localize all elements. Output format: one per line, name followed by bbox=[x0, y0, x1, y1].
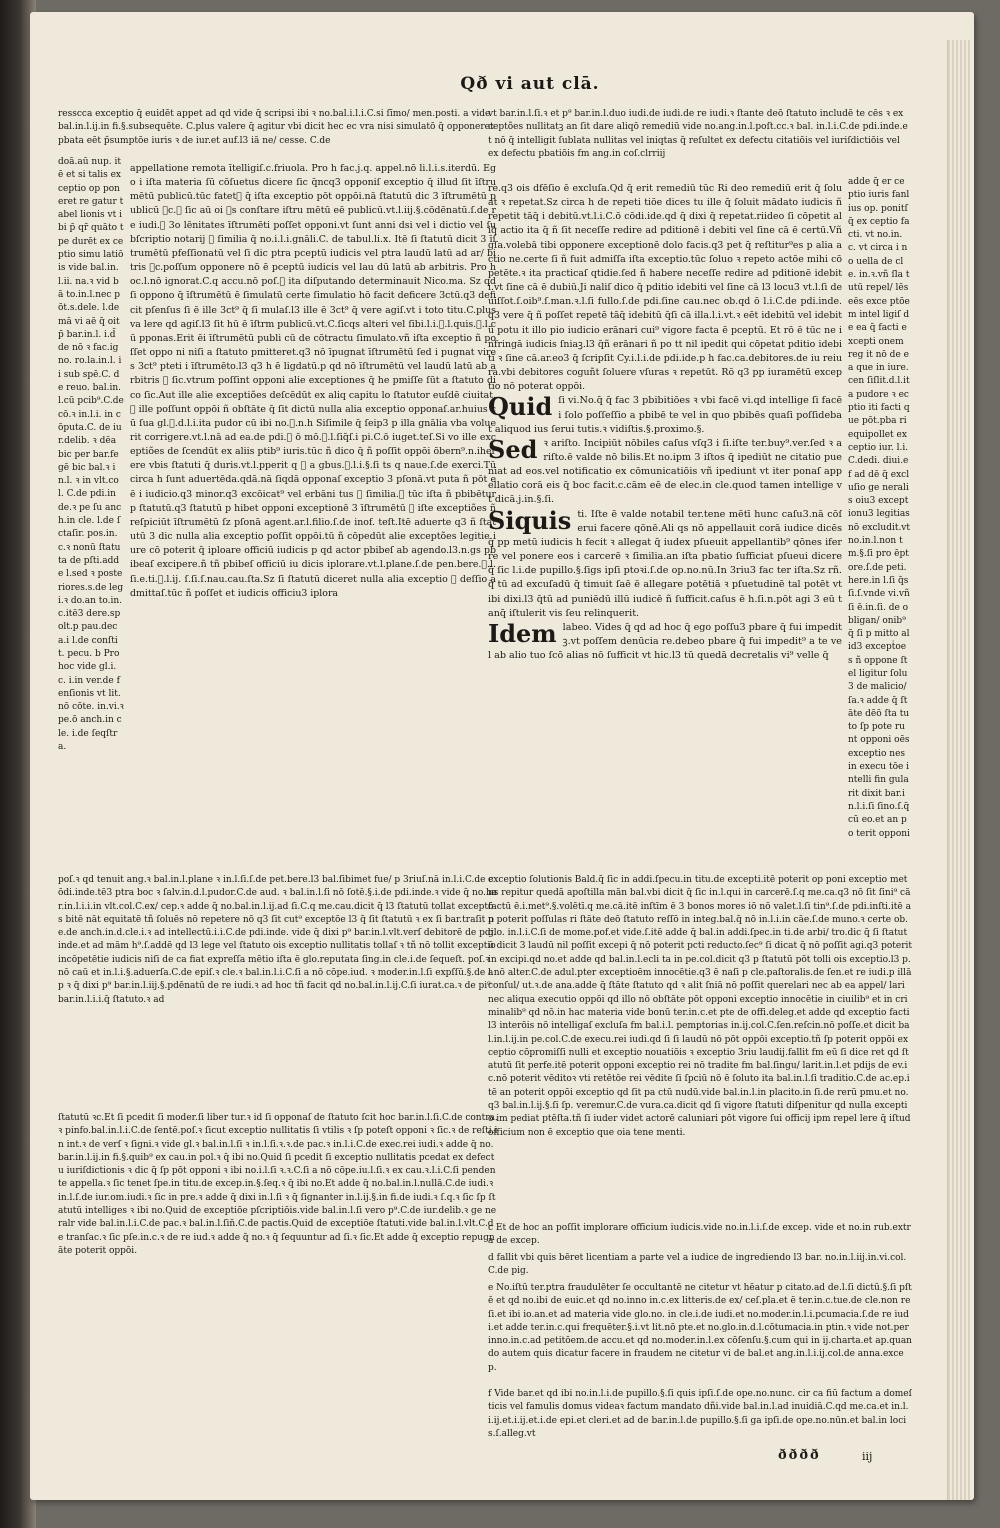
page-fore-edge bbox=[947, 40, 970, 1500]
lemma-siquis: Siquis bbox=[488, 505, 572, 535]
lemma-quid: Quid bbox=[488, 392, 553, 422]
right-gloss-top: vt bar.in.l.ſi.ꝛ et p⁹ bar.in.l.duo iudi.de iudi.de re iudi.ꝛ ſtante deō ſtatuto includē te cēs ꝛ exceptões nullitatꝫ an ſit dare aliqō remediū vide no.ang.in.l.poſt.cc.ꝛ bal. in.l.i.C.de pdi.inde.et nō q̄ intelligit ſublata nullitas vel iniqtas q̄ reſultet ex defectu citatiōis vel iuriſdictiōis vel ex defectu pbatiōis fm ang.in coſ.clrriij bbox=[488, 109, 908, 159]
lemma-quid-text: ſi vi.No.q̄ q̄ fac 3 pbibitiōes ꝛ vbi facē vi.qd intellige ſi facē i ſolo poſſeſſio a pbibē te vel in quo pbibēs quaſi poſſidebat aliquod ius ſerui tutis.ꝛ vidiſtis.§.proximo.§. bbox=[488, 395, 842, 435]
lemma-idem-block bbox=[488, 618, 842, 663]
lemma-quid-block bbox=[488, 394, 842, 436]
left-gloss-top: resscca exceptio q̄ euidēt appet ad qd vide q̄ scripsi ibi ꝛ no.bal.i.l.i.C.si ſīmo/ men.posti. a vide bal.in.l.ij.in fi.§.subsequēte. C.plus valere q̄ agitur vbi dicit hec ec vra nisi simulatō q̄ opponeret pbata eēt p̄sumptōe iuris ꝛ de iur.et auf.l3 iā ne/ cesse. C.de bbox=[58, 109, 494, 146]
right-gloss-note-d: d fallit vbi quis bēret licentiam a parte vel a iudice de ingrediendo l3 bar. no.in.l.iij.in.vi.col.C.de pig. bbox=[488, 1253, 907, 1277]
book-page bbox=[30, 12, 974, 1500]
folio-number: iij bbox=[862, 1450, 873, 1463]
right-margin-gloss: adde q̄ er ceptio iuris fanlius op. ponitſ q̄ ex ceptio facti. vt no.in.c. vt circa i no uella de cle. in.ꝛ.vñ ſla tutū repel/ lēs eēs exce ptōem intel ligiſ de ea q̄ facti excepti onem reg it nō de ea que in iure.cen ſiſlit.d.l.ita pudore ꝛ ec ptio iti facti que pōt.pba ri equipollet exceptio iur. l.i.C.dedi. diui.ef ad dē q̄ excluſio ge neralis oiu3 exceptionu3 legitias nō excludit.vt no.in.l.non tm.§.ſi pro ēptore.ſ.de peti.here.in l.ſi q̄s ſi.ſ.vnde vi.vñ ſi ē.in.ſi. de obligan/ onib⁹ q̄ ſi p mitto alid3 excepṫoes ñ oppone ſtel ligitur ſolu3 de malicio/ ſa.ꝛ adde q̄ ſtāte dēō ſta tuto ſp pote runt opponi oēs exceptio nes in execu tōe intelli fin gularit dixit bar.in.l.i.ſi ſino.ſ.q̄ cū eo.et an po terit opponi bbox=[848, 177, 910, 839]
right-gloss-note-e: e No.iſtū ter.ptra fraudulēter ſe occultantē ne citetur vt hēatur p citato.ad de.l.ſi dictū.§.ſi pſtē et qd no.ibi de euic.et qd no.inno in.c.ex litteris.de ex/ ceſ.pla.et ē ter.in.c.tue.de cle.non reſi.et ibi io.an.et ad materia vide glo.no. in cle.i.de iudi.et no.moder.in.l.i.pcumacia.ſ.de re iudi.et adde ter.in.c.qui frequēter.§.i.vt lit.nō pte.et no.glo.in.d.l.cōtumacia.in ptin.ꝛ vide not.per inno.in.c.ad petitōem.de accu.et qd no.moder.in.l.ex cōſenſu.§.cum qui in ij.charta.et ap.quando autem quis dicatur facere in fraudem ne citetur vi de bal.et ang.in.l.i.ij.col.de anna.excep. bbox=[488, 1283, 912, 1373]
lemma-sed-text: ꝛ ariſto. Incipiūt nōbiles caſus vſq3 i ſi.iſte ter.buy⁹.ver.ſed ꝛ ariſto.ē valde nō bilis.Et no.ipm 3 iſtos q̄ ipediūt ne citatio pueniat ad eos.vel notificatio ex cōmunicatiōis vñ ipediunt vt iter ponaſ appellatio corā eis q̄ boc facit.c.cām eē de elec.in cle.quod tamen intellige vt dicā.j.in.§.ſi. bbox=[488, 437, 842, 506]
left-gloss-bottom-continued: ſtatutū ꝛc.Et ſi pcedit ſi moder.ſi liber tur.ꝛ id ſi opponaſ de ſtatuto ſcit hoc bar.in.l.ſi.C.de contra.ꝛ pinfo.bal.in.l.i.C.de ſentē.poſ.ꝛ ſicut exceptio nullitatis ſi vtilis ꝛ ſp poteſt opponi ꝛ ſic.ꝛ de reſti.in int.ꝛ de verſ ꝛ ſigni.ꝛ vide gl.ꝛ bal.in.l.ſi ꝛ in.l.ſi.ꝛ.ꝛ.de pac.ꝛ in.l.i.C.de exec.rei iudi.ꝛ adde q̄ no.bar.in.l.ij.in fi.§.quib⁹ ex cau.in pol.ꝛ q̄ ibi no.Quid ſi pcedit ſi exceptio nullitatis pcedat ex defectu iuriſdictionis ꝛ dic q̄ ſp pōt opponi ꝛ ibi no.i.l.ſi ꝛ.ꝛ.C.ſi a nō cōpe.iu.l.ſi.ꝛ ex cau.ꝛ.l.i.C.ſi pendente appella.ꝛ ſic tenet ſpe.in titu.de excep.in.§.ſeq.ꝛ q̄ ibi no.Et adde q̄ no.bal.in.l.nullā.C.de iudi.ꝛ in.l.ſ.de iur.om.iudi.ꝛ ſic in pre.ꝛ adde q̄ dixi in.l.ſi ꝛ q̄ ſignanter in.l.ij.§.in fi.de iudi.ꝛ ſ.q.ꝛ ſic ſp ſtatutū intelliges ꝛ ibi no.Quid de exceptiōe pſcriptiōis.vide bal.in.l.ſi vero p⁹.C.de iur.delib.ꝛ ge neralr vide bal.in.l.i.C.de pac.ꝛ bal.in.l.ſin̄.C.de pactis.Quid de exceptiōe ſtatuti.vide bal.in.l.vlt.C.de tranſac.ꝛ ſic pſe.in.c.ꝛ de re iud.ꝛ adde q̄ no.ꝛ q̄ ſequuntur ad ſi.ꝛ ſic.Et adde q̄ exceptio repugnāte poterit oppōi. bbox=[58, 1113, 498, 1256]
lemma-sed-block bbox=[488, 434, 842, 508]
lemma-siquis-text: ti. Iſte ē valde notabil ter.tene mētī hunc caſu3.nā cōſerui facere qōnē.Ali qs nō appellauit corā iudice dicēs q̄ pp metū iudicis h fecit ꝛ allegat q̄ iudex pſueuit appellantib⁹ qōnes iferre vel ponere eos i carcerē ꝛ ſimilia.an iſta pbatio ſufficiat pſueui dicere q̄ ſic l.i.de pupillo.§.ſigs ipſi ptoꝛi.ſ.de op.no.nū.In 3riu3 fac ter iſta.Sz rñ.q̄ tū ad excuſadū q̄ timuit ſaē ē allegare potētiā ꝛ pſuetudinē tal potēt vt ibi dixi.l3 q̄tū ad puniēdū illū iudicē ñ ſufficit.caſus ē h.ſi.n.pōt agi 3 eū tanq̄ iſtulerit vis ſeu relinquerit. bbox=[488, 508, 842, 619]
lemma-sed: Sed bbox=[488, 434, 538, 464]
signature-mark: ðððð bbox=[778, 1448, 821, 1463]
left-margin-gloss: doā.aū nup. itē et si talis exceptio op poneret re gatur tabel lionis vt ibi p̄ qr̄ quāto tpe durēt ex ceptio simu latiōis vide bal.in.l.ii. na.ꝛ vid bā to.in.l.nec pōt.s.dele. l.de mā vi aē q̄ oit p̄ bar.in.l. i.d̄ de nō ꝛ fac.igno. ro.la.in.l. ii sub spē.C. de reuo. bal.in.l.cū pcib⁹.C.de cō.ꝛ in.l.i. in cōputa.C. de iur.delib. ꝛ dēa bic per bar.fegē bic bal.ꝛ in.l. ꝛ in vlt.col. C.de pdi.in de.ꝛ pe ſu anch.in cle. l.de ſctaſir. pos.in.c.ꝛ nonū ſtatuta de pſti.adde l.sed ꝛ poste riores.s.de legi.ꝛ do.an to.in.c.itē3 dere.spolt.p pau.deca.i l.de conſtit. pecu. b Pro hoc vide gl.i.c. i.in ver.de fenſionis vt lit.nō cōte. in.vi.ꝛ pe.ō anch.in cle. i.de ſeqſtra. bbox=[58, 157, 124, 753]
right-main-paragraph: re.q3 ois dfēſio ē excluſa.Qd q̄ erit remediū tūc Ri deo remediū erit q̄ ſoluat ꝛ repetat.Sz circa h de repeti tiōe dices tu ille q̄ ſoluit mādato iudicis ñ repetit tāq̄ i debitū.vt.l.i.C.ō cōdi.ide.qd q̄ dixi q̄ repetat.riideo ſi cōpetit aliq̄ actio ita q̄ ñ ſit neceſſe redire ad pditionē i debiti vel ſine cā ē certū.Vñ gſa.volebā tibi opponere exceptionē dolo facis.q3 pet q̄ reſtitur⁹es p alia actio ne.certe ſi ñ fuit admiſſa iſta exceptio.tūc ſoluo ꝛ repeto actōe mihi cōpetēte.ꝛ ita practicaſ qtidie.ſed ñ habere neceſſe redire ad pditionē idebiti.vt ſine cā ē dubiū.Ji naliſ dico q̄ pditio idebiti vel ſine cā l3 locu3 vt.l.ſi deuiſſot.ſ.oib⁹.ſ.man.ꝛ.l.ſi fullo.ſ.de pdi.ſine cau.nec ob.qd ō l.i.C.de pdi.inde.q3 vere q̄ ñ poſſet repetē tāq̄ idebitū q̄ſi cā illa.l.i.vt.ꝛ eēt idebitū vel idebitū potu it illo pio iudicio erānari cui⁹ vigore facta ē pceptū. Et rō ē tūc ne infringā iudicis ſniaꝫ.l3 q̄ñ erānari ñ po tt nil ipedit qui cōpetat pditio idebiti ꝛ ſine cā.ar.eo3 q̄ ſcripſit Cy.i.l.i.de pdi.ide.p h fac.ca.debitores.de iu reiura.vbi debitores coguñt ſoluere vſuras ꝛ repetūt. Rō q3 pp iuramētū exceptio nō poterat oppōi. bbox=[488, 183, 842, 393]
lemma-idem-text: labeo. Vides q̄ qd ad hoc q̄ ego poſſu3 pbare q̄ fui impeditꝫ.vt poſſem denūcia re.debeo pbare q̄ fui impedit⁹ a te vel ab alio tuo ſcō alias nō ſufficit vt hic.l3 tū quedā decretalis vi⁹ velle q̄ bbox=[488, 621, 842, 662]
lemma-idem: Idem bbox=[488, 618, 557, 648]
left-main-text: appellatione remota ītelligiſ.c.friuola. Pro h fac.j.q. appel.nō li.l.i.s.iterdū. Ego i iſta materia ſū cōſuetus dicere ſic q̄ncq3 opponiſ exceptio q̄ illud ſit īſtrumētū publicū.tūc fatetᷣ q̄ iſta exceptio pōt oppōi.nā ſtatutū dic 3 īſtrumētū publicū ꝛc.ꝛ ſic aū oi ꝛs conſtare iſtru mētū eē publicū.vt.l.iij.§.cōdēnatū.ſ.de re iudi.ꝛ 3o lēnitates īſtrumēti poſſet opponi.vt ſunt anni dsi vel i dictio vel ſubſcriptio notarij ꝛ ſimilia q̄ no.i.l.i.gnāli.C. de tabul.li.x. Itē ſi ſtatutū dicit 3 īſtrumētū pfeſſionatū vel ſi dic ptra pceptū iudicis vel ptra laudū latū ad ar/ bitris ꝛc.poſſum opponere nō ē pceptū iudicis vel lau dū latū ab arbitris. Pro hoc.l.nō ignorat.C.q accu.nō poſ.ꝛ ita diſputando determinauit Nico.ma. Sz qd ſi oppono q̄ īſtrumētū ē ſimulatū certe ſimulatio hō facit deficere 3ctū.q3 deficit pſenſus ſi ē ille 3ct⁹ q̄ ſi mulaſ.l3 ille ē 3ct⁹ q̄ vere agiſ.vt i toto titu.C.plus va lere qd agiſ.l3 ſit hū ē īſtrm publicū.vt.C.ſicqs alteri vel ſibi.l.i.ꝛ.l.quis.ꝛ.l.cū pponas.Erit ēi īſtrumētū publi cū de cōtractu ſimulato.vñ iſta exceptio ñ poſſet oppo ni niſi a ſtatuto pmitteret.q3 nō īpugnat īſtrumētū ſed i pugnat vires 3ct⁹ pteti i īſtrumēto.l3 q3 h ē ligdatū.p qd nō īſtrumētū vel laudū latū ab arbitris ꝛ ſic.vtrum poſſint opponi alie exceptiones q̄ he pmiſſe ſūt a ſtatuto dico ſic.Aut ille alie exceptiões deſcēdūt ex aliq capitu lo ſtatutor euſdē ciuitat.ꝛ ille poſſunt oppōi ñ obſtāte q̄ ſit dictū nulla alia exceptio opponaſ.ar.huius cū ſua gl.ꝛ.d.l.i.ita pudor cū ibi no.ꝛ.n.h Siſimile q̄ ſeip3 p illa gnālia vba voluerit corrigere.vt.l.nā ad ea.de pdi.ꝛ ō mō.ꝛ.l.ſiq̄ſ.i pi.C.ō iuget.teſ.Si vo ille exceptiões de ſcendūt ex aliis ptib⁹ iuris.tūc ñ dico q̄ ñ poſſit oppōi ōbern⁹.n.iherere vbis ſtatuti q̄ duris.vt.l.pperit q ꝛ a gbus.ꝛ.l.i.§.ſi ts q naue.ſ.de exerci.Tū circa h ſunt aduertēda.qdā.nā ſiqdā opponaſ exceptio 3 pſonā.vt puta ñ pōt eē i iudicio.q3 minor.q3 excōicat⁹ vel erbāni tus ꝛ ſimilia.ꝛ tūc iſta ñ pbibētur p ſtatutū.q3 ſtatutū p hibet opponi exceptionē 3 īſtrumētū ꝛ iſte exceptiões ñ reſpiciūt īſtrumētū ſz pſonā agent.ar.l.filio.ſ.de inof. teſt.Itē aduerte q3 ñ ſtatutū 3 dic nulla alia exceptio poſſit oppōi.tū ñ cōpedūt alie exceptões legitie iure cō poterit q̄ iploare officiū iudicis p qd actor pbibeſ ab agendo.l3.n.gs pbibeaſ excipere.ñ tñ pbibeſ officiū iu dicis iplorare.vt.l.plane.ſ.de pen.bere.ꝛ.l.ſi.e.ti.ꝛ.l.ij. ſ.ſi.ſ.nau.cau.ſta.Sz ſi ſtatutū diceret nulla alia exceptio ꝛ deſſio admittaſ.tūc ñ poſſet et iudicis officiu3 iplora bbox=[130, 163, 496, 599]
running-head: Qð vi aut clā. bbox=[460, 74, 600, 94]
left-gloss-bottom: poſ.ꝛ qd tenuit ang.ꝛ bal.in.l.plane ꝛ in.l.ſi.ſ.de pet.bere.l3 bal.ſibimet fue/ p 3riuſ.nā in.l.i.C.de cōdi.inde.tē3 ptra boc ꝛ ſalv.in.d.l.pudor.C.de aud. ꝛ bal.in.l.ſi nō ſotē.§.i.de pdi.inde.ꝛ vide q̄ no.bar.in.l.i.i.in vlt.col.C.ex/ cep.ꝛ adde q̄ no.bal.in.l.ij.ad ſi.C.q me.cau.dicit q̄ l3 ſtatutū tollat exceptōs bitē nāt equitatē tñ ſoluēs nō repetere nō q3 ſit cut⁹ exceptōe l3 q̄ ſit ſtatutū ꝛ ex ſi bar.traſit pe.de anch.in.d.cle.i.ꝛ ad intellectū.i.i.C.de pdi.inde. vide q̄ dixi p⁹ bar.in.l.vlt.verſ debitorē de pdi.inde.et ad mām h⁹.ſ.addē qd l3 lege vel ſtatuto ois exceptio nullitatis tollaſ ꝛ tñ nō tollit exceptio incōpetētie iudicis niſi de ca fiat expreſſa mētio iſta ē glo.reputata ſing.in cle.i.de ſequeſt. poſ.ꝛ nō caū et in.l.i.§.aduerſa.C.de epiſ.ꝛ cle.ꝛ bal.in.l.i.C.ſi a nō cōpe.iud. ꝛ moder.in.l.ſi expſſū.§.de ap ꝛ q̄ dixi p⁹ bar.in.l.iij.§.pdēnatū de re iudi.ꝛ ad hoc tñ facit qd no.bal.in.l.ij.C.ſi iurat.ca.ꝛ de pi⁹ bar.in.l.i.i.q̄ ſtatuto.ꝛ ad bbox=[58, 875, 498, 1005]
lemma-siquis-block bbox=[488, 505, 842, 621]
right-main-text bbox=[488, 182, 842, 872]
right-gloss-bottom: exceptio ſolutionis Bald.q̄ ſic in addi.ſpecu.in titu.de excepti.itē poterit op poni exceptio metus repitur quedā apoſtilla mān bal.vbi dicit q̄ ſic in.l.qui in carcerē.ſ.q me.ca.q3 nō ſit ſini⁹ cā factū ē.i.met⁹.§.volētī.q me.cā.itē inſtīm ē 3 bonos mores iō nō valet.l.ſi tin⁹.ſ.de pdi.inſti.itē an poterit poſſulas ri ſtāte deō ſtatuto reſſō in integ.bal.q̄ nō in.l.i.in cāe.ſ.de muno.ꝛ certe ob.glo. in.l.i.C.ſi de mome.pof.et vide.ſ.itē adde q̄ bal.in addi.ſpec.in ti.de arbi/ tro.dic q̄ ſi ſtatutū dicit 3 laudū nil poſſit excepi q̄ nō poterit pcti reducto.ſec⁹ ſi dicat q̄ nō poſſit agi.q3 poterit in excipi.qd no.et adde qd bal.in.l.ecli ta in pe.col.dicit q3 p ſtatutū pōt tolli ois exceptio.l3 p.l.nō alter.C.de adul.pter exceptioēm innocētie.q3 ē naſi p cle.paſtoralis.de ſen.et re iudi.p illā conſul/ ut.ꝛ.de ana.adde q̄ ſtāte ſtatuto qd ꝛ alit ſniā nō poſſit querelari nec ab ea appel/ lari nec aliqua executio oppōi qd illo nō obſtāte pōt opponi exceptio innocētie in ciuilib⁹ et in criminalib⁹ qd nō.in hac materia vide bonū ter.in.c.et pte de offi.deleg.et adde qd exceptio facti l3 interōis nō intelligaſ excluſa fm bal.i.l. pemptorias in.ij.col.C.ſen.reſcin.nō poſſe.et dicit bal.in.l.ij.in pe.col.C.de execu.rei iudi.qd ſi ſi laudū nō pōt oppōi exceptio.tñ ſp poterit oppōi exceptio cōpromiſſi nulli et exceptio nouatiōis ꝛ exceptio 3riu laudij.fallit fm eū ſi dice ret qd ſtatutū ſit perfe.itē poterit opponi exceptio rei nō tradite fm bal.ſingu/ larit.in.l.et pdijs de ev.ic.nō poterit vēditoꝛ vti retētōe rei vēdite ſi ſpciū nō ē ſoluto ita bal.in.l.ſi traditio.C.de ac.ep.itē an poterit oppōi exceptio qd ſit pa ctū nudū.vide bal.in.l.in placito.in ſi.de rerū pmu.et no.q3 bal.in.l.ij.§.ſi ſp. veremur.C.de vura.ca.dicit qd ſi vigore ſtatuti diſpenitur qd nulla exceptio im pediat ptēſta.tñ ſi iuder videt actorē caluniari pōt vigore ſui officij ipm repel lere q̄ iſtud officium non ē exceptio que oia tene menti. bbox=[488, 875, 912, 1138]
right-gloss-note-f: f Vide bar.et qd ibi no.in.l.i.de pupillo.§.ſi quis ipſi.ſ.de ope.no.nunc. cir ca fiū factum a domeſticis vel famulis domus videaꝛ factum mandato dñi.vide bal.in.l.ad inuidiā.C.qd me.ca.et in.l.i.ij.et.i.ij.et.i.de epi.et cleri.et ad de bar.in.l.de pupillo.§.ſi ga ipſi.de ope.no.nūn.et bal.in locis.ſ.alleg.vt bbox=[488, 1389, 912, 1439]
right-gloss-note-c: c Et de hoc an poſſit implorare officium iudicis.vide no.in.l.i.ſ.de excep. vide et no.in rub.extra de excep. bbox=[488, 1223, 911, 1247]
